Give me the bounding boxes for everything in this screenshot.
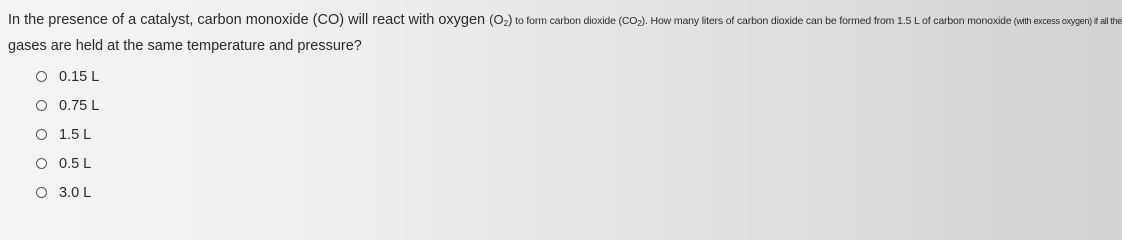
- formula-subscript: 2: [637, 19, 642, 28]
- answer-option-2[interactable]: [36, 91, 99, 120]
- carbon-dioxide-formula: [619, 15, 645, 27]
- formula-text: (CO: [618, 15, 638, 27]
- option-label[interactable]: 1.5 L: [59, 126, 92, 143]
- radio-button[interactable]: [36, 158, 47, 169]
- question-segment: to form carbon dioxide: [512, 15, 619, 27]
- radio-button[interactable]: [36, 129, 47, 140]
- question-segment: (with excess oxygen) if all the: [1011, 16, 1122, 26]
- option-label[interactable]: 0.15 L: [59, 68, 100, 85]
- oxygen-formula: [489, 12, 512, 27]
- question-segment: . How many liters of carbon dioxide can be formed from 1.5 L of carbon monoxide: [645, 15, 1012, 27]
- formula-text: ): [641, 15, 645, 27]
- option-label[interactable]: 0.75 L: [59, 97, 100, 114]
- radio-button[interactable]: [36, 100, 47, 111]
- formula-text: ): [508, 12, 513, 27]
- radio-button[interactable]: [36, 187, 47, 198]
- answer-option-5[interactable]: [36, 178, 99, 207]
- answer-option-1[interactable]: [36, 62, 99, 91]
- formula-subscript: 2: [503, 19, 509, 28]
- answer-options: [36, 62, 99, 207]
- question-text: [8, 8, 1122, 58]
- question-line-1: [8, 8, 1122, 35]
- option-label[interactable]: 0.5 L: [59, 155, 92, 172]
- question-segment: In the presence of a catalyst, carbon monoxide (CO) will react with oxygen: [8, 12, 490, 28]
- answer-option-4[interactable]: [36, 149, 99, 178]
- formula-text: (O: [489, 12, 504, 27]
- question-line-2: gases are held at the same temperature and pressure?: [8, 38, 362, 54]
- answer-option-3[interactable]: [36, 120, 99, 149]
- option-label[interactable]: 3.0 L: [59, 184, 92, 201]
- radio-button[interactable]: [36, 71, 47, 82]
